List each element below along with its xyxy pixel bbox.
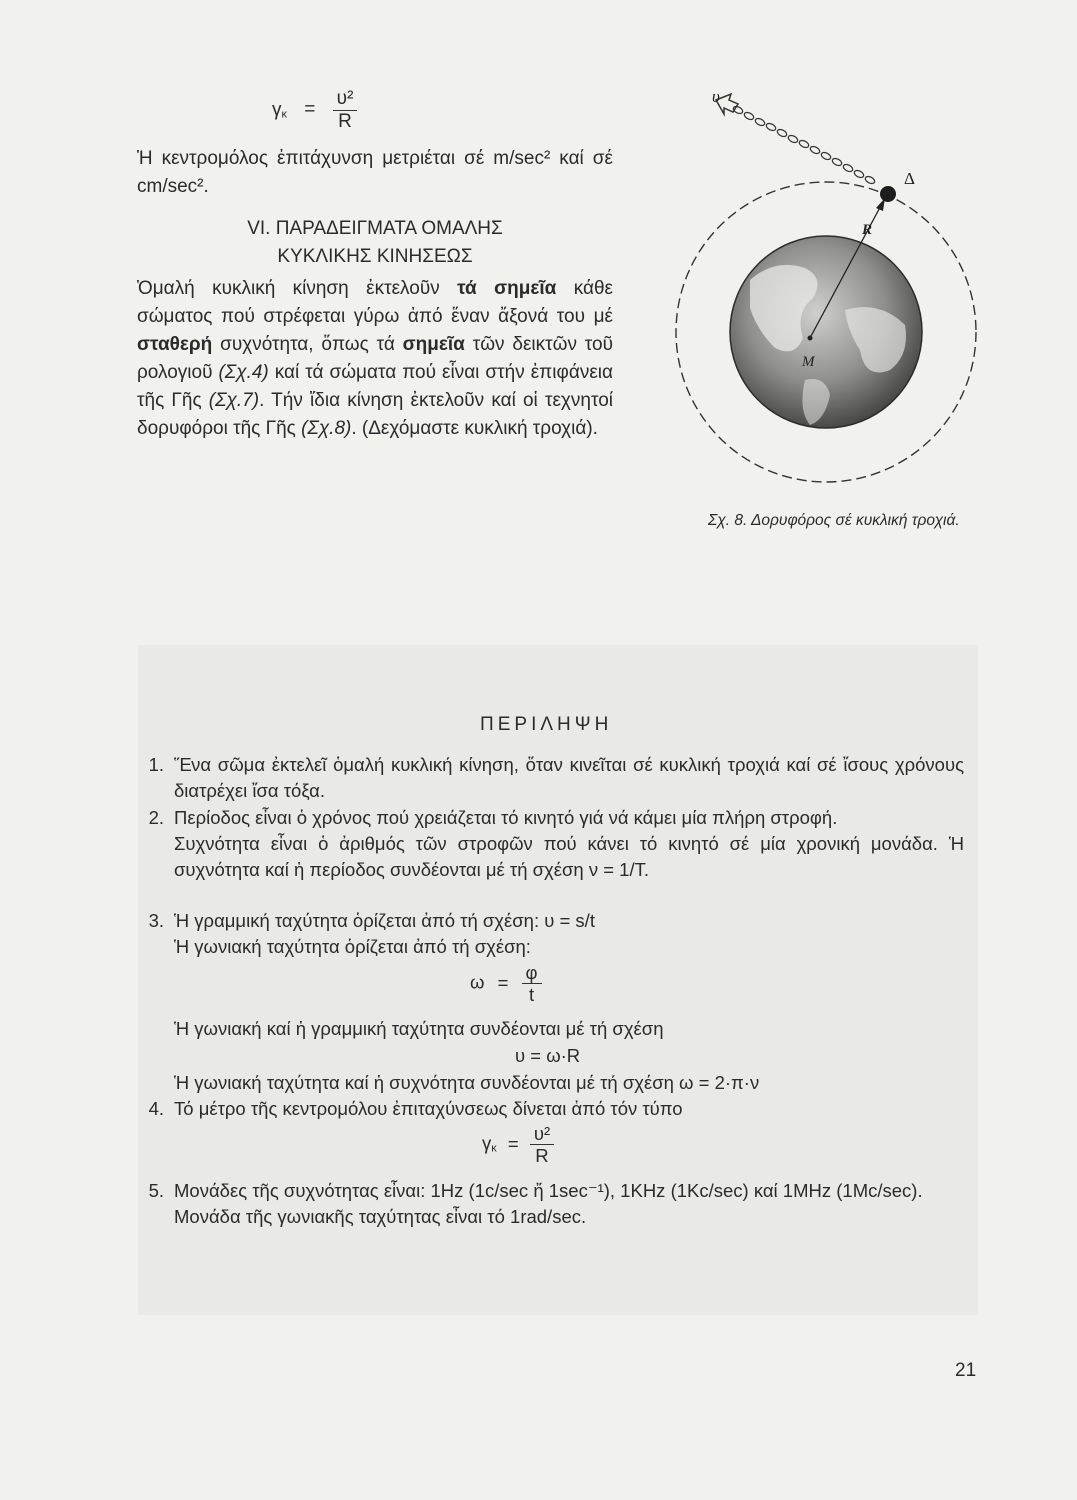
formula-eq: = — [507, 1132, 519, 1154]
para-text: . Τήν ἴδια κίνηση ἐκτελοῦν καί οἱ τεχνητοί δορυφόροι τῆς Γῆς — [137, 390, 613, 439]
formula-lhs: γ — [272, 99, 282, 121]
centripetal-formula-summary — [482, 1123, 554, 1167]
para-text: συχνότητα, ὅπως τά — [212, 334, 403, 355]
omega-denominator: t — [528, 984, 535, 1006]
para-bold: τά σημεῖα — [457, 278, 557, 299]
para-bold: σταθερή — [137, 334, 213, 355]
summary-item-5 — [142, 1178, 964, 1230]
label-M: M — [802, 354, 815, 370]
units-sentence: Ἡ κεντρομόλος ἐπιτάχυνση μετριέται σέ m/sec² καί σέ cm/sec². — [137, 148, 613, 197]
linear-angular-formula: υ = ω·R — [515, 1045, 581, 1066]
label-R: R — [862, 222, 873, 238]
formula-numerator: υ² — [333, 88, 358, 111]
summary-item-3-cont2 — [174, 1070, 964, 1096]
para-text: τῶν δεικτῶν τοῦ ρολογιοῦ — [137, 334, 613, 383]
label-v: υ — [712, 87, 720, 106]
item-text: Ἡ γωνιακή ταχύτητα καί ἡ συχνότητα συνδέονται μέ τή σχέση ω = 2·π·ν — [174, 1072, 760, 1093]
satellite-body — [880, 186, 896, 202]
formula-fraction — [333, 88, 358, 133]
para-text: καί τά σώματα πού εἶναι στήν ἐπιφάνεια τῆς Γῆς — [137, 362, 613, 411]
item-number: 1. — [148, 754, 164, 775]
item-text: Ἡ γωνιακή καί ἡ γραμμική ταχύτητα συνδέονται μέ τή σχέση — [174, 1018, 664, 1039]
summary-title: ΠΕΡΙΛΗΨΗ — [480, 714, 613, 735]
center-point-M — [808, 336, 813, 341]
para-figref: (Σχ.7) — [208, 390, 260, 411]
omega-formula — [470, 962, 542, 1006]
formula-lhs-sub: κ — [281, 108, 287, 121]
item-number: 5. — [148, 1180, 164, 1201]
item-text: Ἕνα σῶμα ἐκτελεῖ ὁμαλή κυκλική κίνηση, ὅταν κινεῖται σέ κυκλική τροχιά καί σέ ἴσους χρόνους διατρέχει ἴσα τόξα. — [174, 754, 964, 801]
para-figref: (Σχ.8) — [301, 418, 352, 439]
item-text: Ἡ γραμμική ταχύτητα ὁρίζεται ἀπό τή σχέση: υ = s/t — [174, 910, 595, 931]
summary-item-4 — [142, 1096, 964, 1122]
para-figref: (Σχ.4) — [218, 362, 269, 383]
item-number: 4. — [148, 1098, 164, 1119]
formula-denominator: R — [338, 110, 352, 132]
formula-fraction — [530, 1123, 554, 1167]
summary-item-1 — [142, 752, 964, 804]
item-text: Ἡ γωνιακή ταχύτητα ὁρίζεται ἀπό τή σχέση: — [174, 936, 531, 957]
item-text: Μονάδες τῆς συχνότητας εἶναι: 1Hz (1c/sec ἤ 1sec⁻¹), 1KHz (1Kc/sec) καί 1MHz (1Mc/sec). — [174, 1180, 923, 1201]
item-number: 2. — [148, 807, 164, 828]
para-bold: σημεῖα — [402, 334, 465, 355]
satellite-orbit-figure — [630, 80, 990, 520]
summary-item-3 — [142, 908, 964, 960]
para-text: . (Δεχόμαστε κυκλική τροχιά). — [351, 418, 598, 439]
left-column — [137, 145, 613, 443]
section-heading-line1: VI. ΠΑΡΑΔΕΙΓΜΑΤΑ ΟΜΑΛΗΣ — [247, 218, 503, 239]
velocity-vector — [716, 94, 876, 185]
formula-lhs-sub: κ — [491, 1142, 497, 1155]
examples-paragraph — [137, 275, 613, 443]
para-text: κάθε σώματος πού στρέφεται γύρω ἀπό ἕναν ἄξονά του μέ — [137, 278, 613, 327]
formula-lhs: γ — [482, 1132, 492, 1154]
para-text: Ὁμαλή κυκλική κίνηση ἐκτελοῦν — [137, 278, 458, 299]
item-text: Περίοδος εἶναι ὁ χρόνος πού χρειάζεται τό κινητό γιά νά κάμει μία πλήρη στροφή. — [174, 807, 838, 828]
page-number: 21 — [955, 1360, 977, 1381]
formula-numerator: υ² — [530, 1123, 554, 1145]
item-text: Τό μέτρο τῆς κεντρομόλου ἐπιταχύνσεως δίνεται ἀπό τόν τύπο — [174, 1098, 683, 1119]
omega-numerator: φ — [522, 962, 542, 984]
label-delta: Δ — [904, 169, 915, 188]
omega-eq: = — [497, 971, 509, 993]
item-number: 3. — [148, 910, 164, 931]
omega-fraction — [522, 962, 542, 1006]
summary-item-2 — [142, 805, 964, 883]
formula-denominator: R — [535, 1145, 549, 1167]
formula-eq: = — [304, 99, 316, 121]
summary-item-3-cont — [174, 1016, 964, 1042]
item-text: Μονάδα τῆς γωνιακῆς ταχύτητας εἶναι τό 1rad/sec. — [174, 1206, 587, 1227]
omega-lhs: ω — [470, 971, 485, 993]
item-text: Συχνότητα εἶναι ὁ ἀριθμός τῶν στροφῶν πού κάνει τό κινητό σέ μία χρονική μονάδα. Ἡ συχνότητα καί ἡ περίοδος συνδέονται μέ τή σχέση ν = 1/Τ. — [174, 833, 964, 880]
figure-caption: Σχ. 8. Δορυφόρος σέ κυκλική τροχιά. — [708, 512, 960, 529]
section-heading-line2: ΚΥΚΛΙΚΗΣ ΚΙΝΗΣΕΩΣ — [277, 246, 473, 267]
centripetal-formula — [272, 88, 357, 133]
